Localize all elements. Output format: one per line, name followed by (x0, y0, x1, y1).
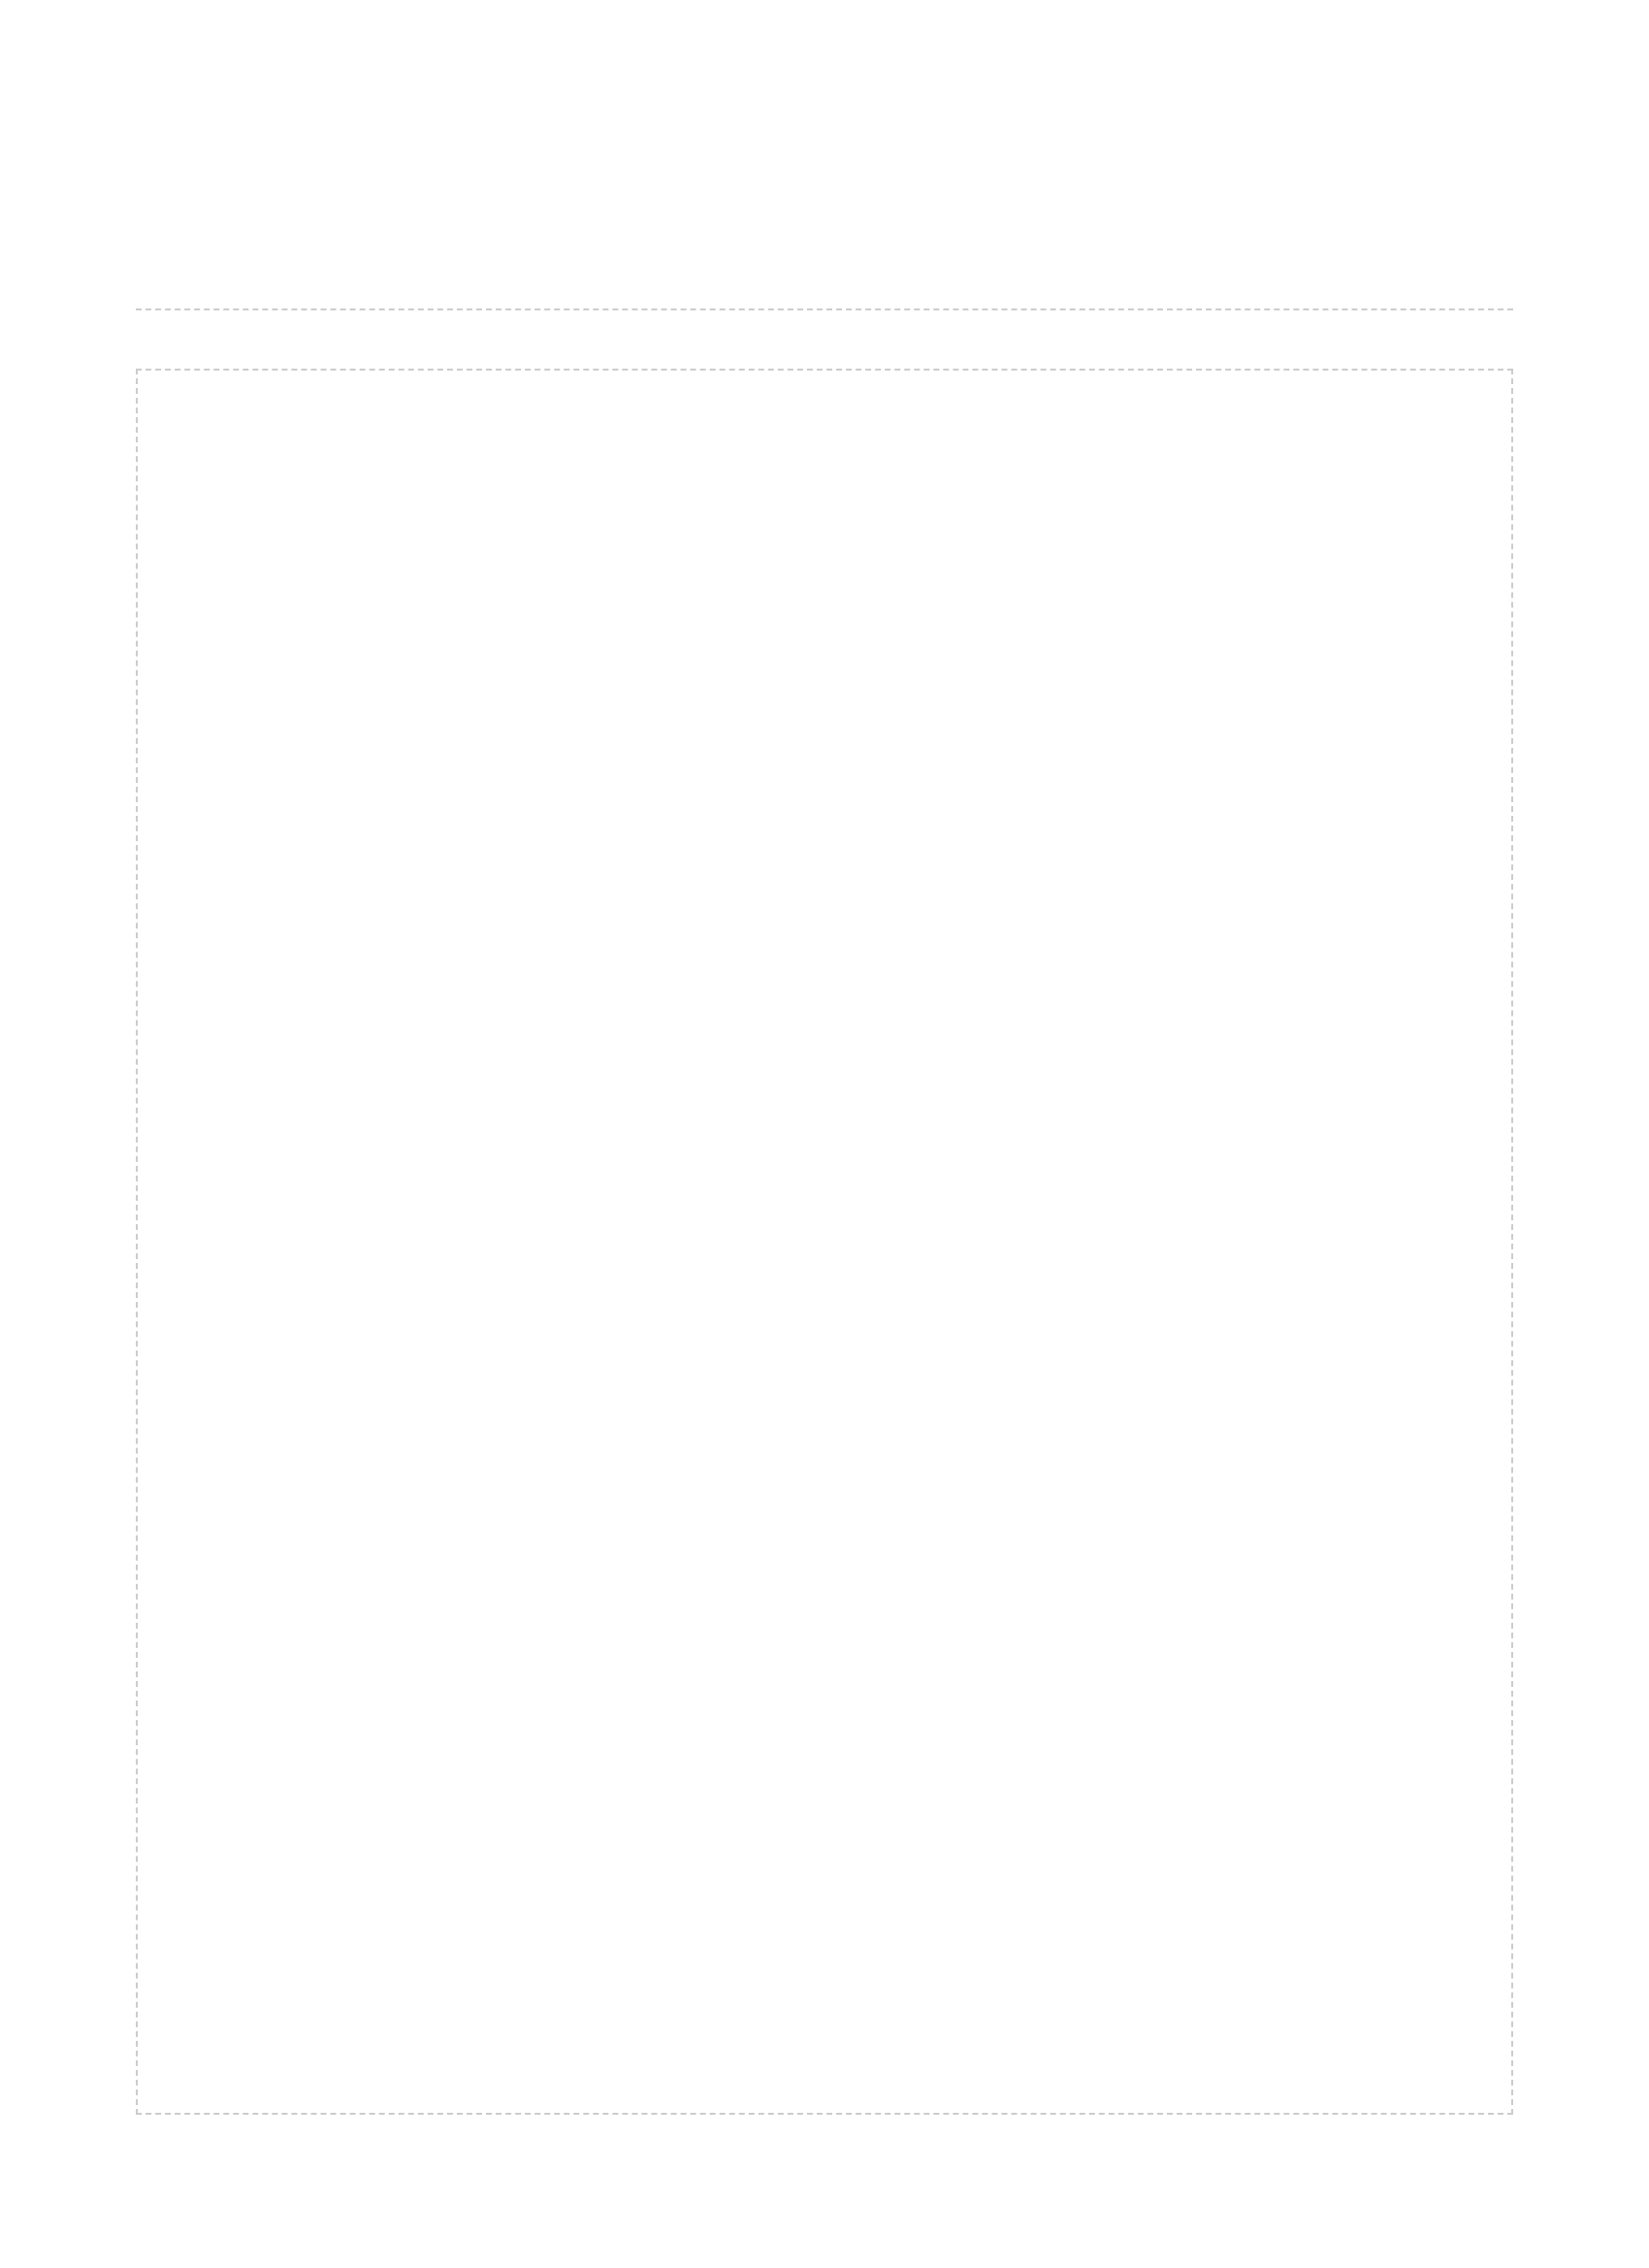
page-header (136, 97, 1513, 310)
page-body (136, 369, 1513, 2115)
